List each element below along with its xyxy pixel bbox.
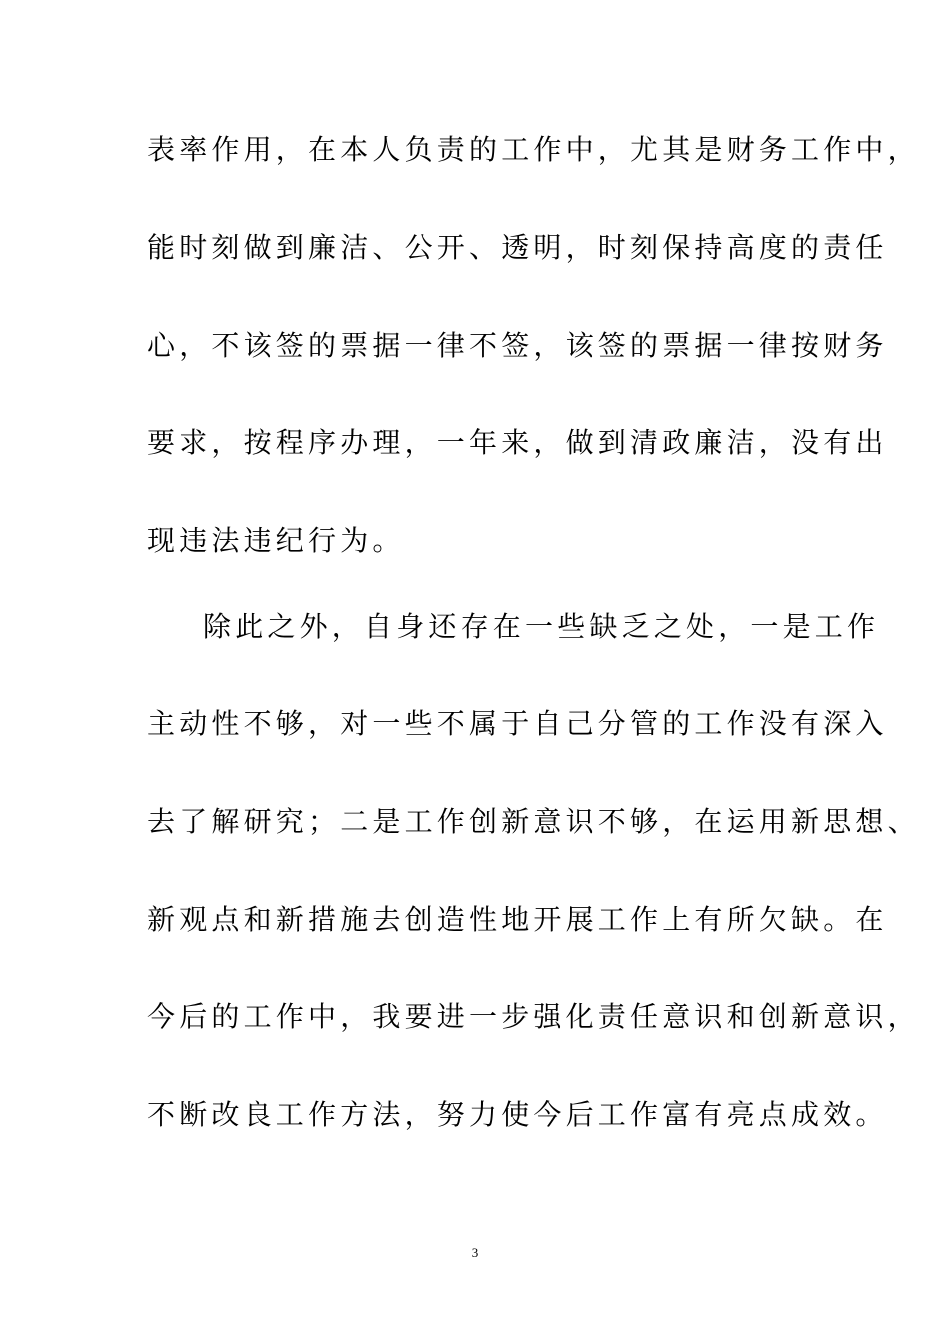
page-number: 3: [471, 1245, 479, 1260]
text-line: 要求，按程序办理，一年来，做到清政廉洁，没有出: [147, 426, 888, 459]
text-line: 主动性不够，对一些不属于自己分管的工作没有深入: [147, 707, 888, 740]
text-line: 心，不该签的票据一律不签，该签的票据一律按财务: [147, 329, 888, 362]
text-line: 现违法违纪行为。: [147, 524, 405, 557]
text-line: 不断改良工作方法，努力使今后工作富有亮点成效。: [147, 1098, 888, 1131]
text-line: 今后的工作中，我要进一步强化责任意识和创新意识，: [147, 1000, 920, 1033]
text-line: 除此之外，自身还存在一些缺乏之处，一是工作: [203, 610, 880, 643]
text-line: 去了解研究；二是工作创新意识不够，在运用新思想、: [147, 805, 920, 838]
text-line: 新观点和新措施去创造性地开展工作上有所欠缺。在: [147, 903, 888, 936]
text-line: 表率作用，在本人负责的工作中，尤其是财务工作中，: [147, 133, 920, 166]
text-line: 能时刻做到廉洁、公开、透明，时刻保持高度的责任: [147, 231, 888, 264]
